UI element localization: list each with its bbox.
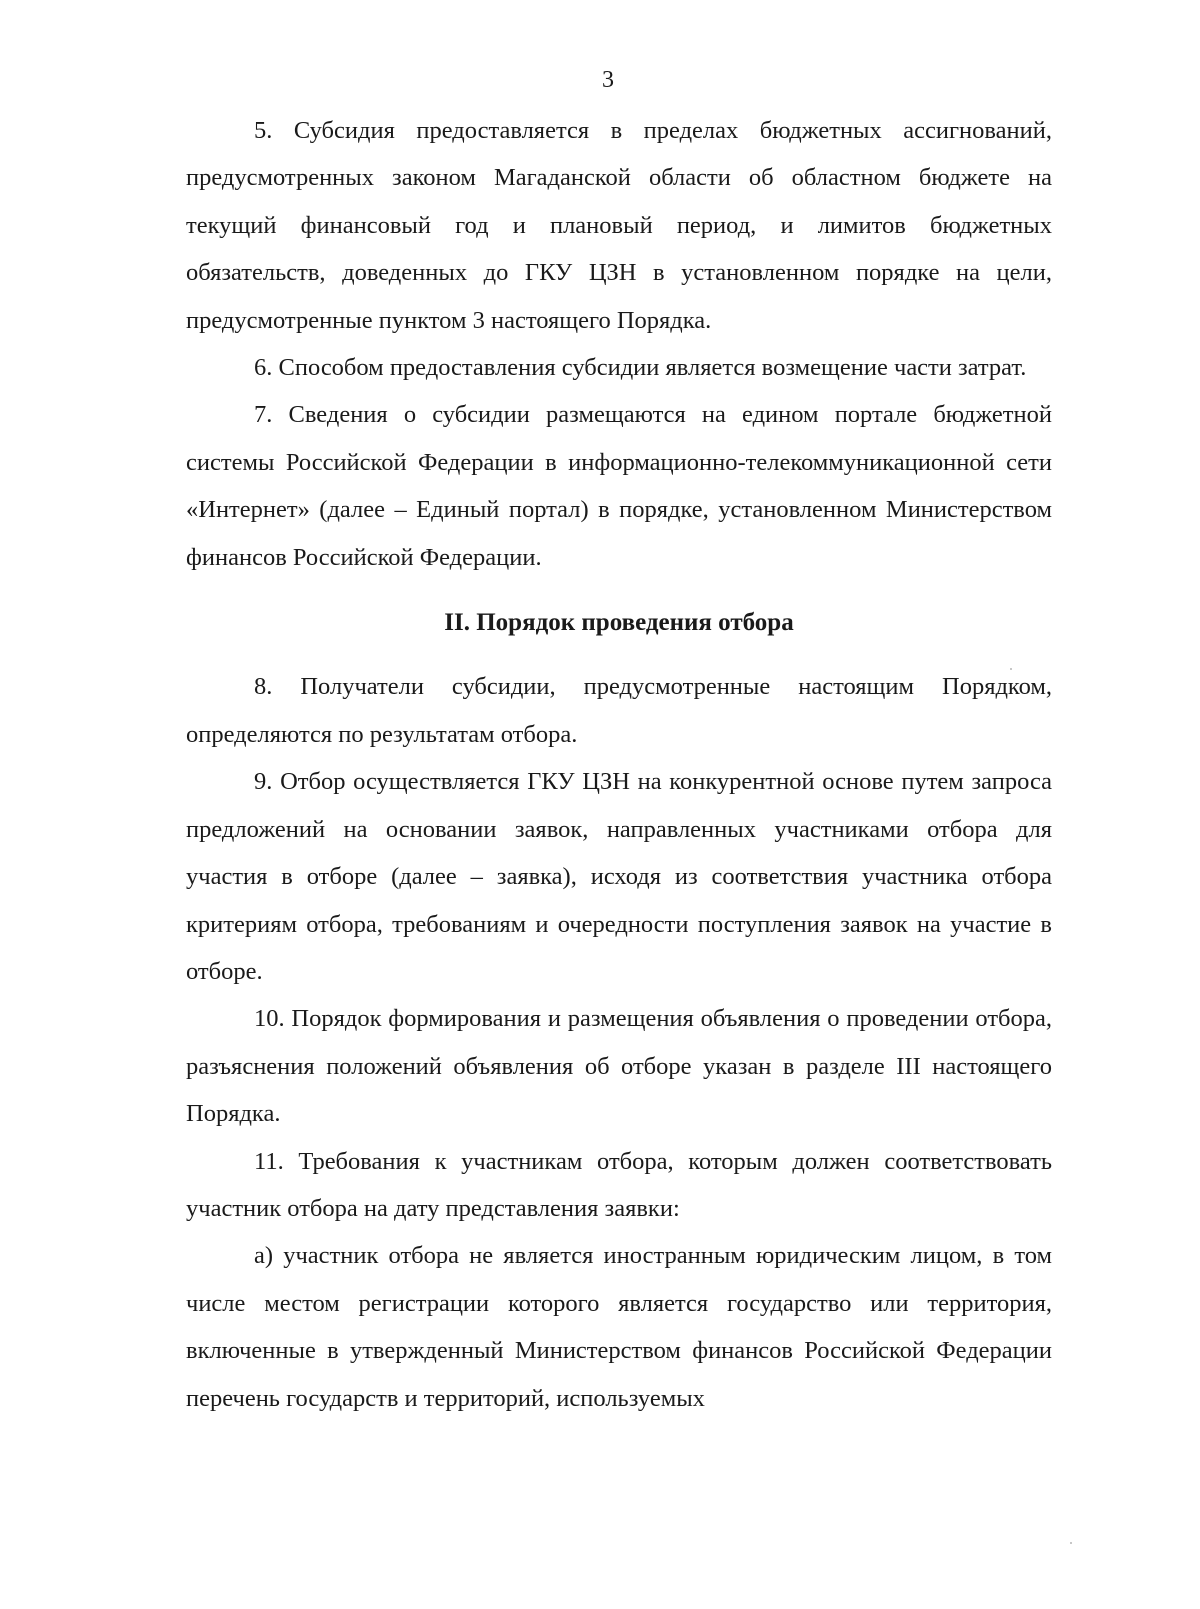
paragraph-11: 11. Требования к участникам отбора, которым должен соответствовать участник отбора на дату представления заявки:: [186, 1147, 1052, 1222]
document-body: [186, 107, 1052, 1422]
paragraph-7: 7. Сведения о субсидии размещаются на едином портале бюджетной системы Российской Федерации в информационно-телекоммуникационной сети «Интернет» (далее – Единый портал) в порядке, установленном Министерством финансов Российской Федерации.: [186, 401, 1052, 571]
paragraph-9: 9. Отбор осуществляется ГКУ ЦЗН на конкурентной основе путем запроса предложений на основании заявок, направленных участниками отбора для участия в отборе (далее – заявка), исходя из соответствия участника отбора критериям отбора, требованиям и очередности поступления заявок на участие в отборе.: [186, 768, 1052, 985]
paragraph-5: 5. Субсидия предоставляется в пределах бюджетных ассигнований, предусмотренных законом Магаданской области об областном бюджете на текущий финансовый год и плановый период, и лимитов бюджетных обязательств, доведенных до ГКУ ЦЗН в установленном порядке на цели, предусмотренные пунктом 3 настоящего Порядка.: [186, 117, 1052, 334]
paragraph-6: 6. Способом предоставления субсидии является возмещение части затрат.: [254, 354, 1027, 382]
section-heading: II. Порядок проведения отбора: [444, 609, 794, 637]
page-number: 3: [602, 67, 614, 93]
paragraph-8: 8. Получатели субсидии, предусмотренные настоящим Порядком, определяются по результатам отбора.: [186, 673, 1052, 748]
scan-speck: [1070, 1542, 1072, 1544]
scan-speck: [1010, 668, 1012, 670]
paragraph-10: 10. Порядок формирования и размещения объявления о проведении отбора, разъяснения положений объявления об отборе указан в разделе III настоящего Порядка.: [186, 1005, 1052, 1128]
paragraph-11a: а) участник отбора не является иностранным юридическим лицом, в том числе местом регистрации которого является государство или территория, включенные в утвержденный Министерством финансов Российской Федерации перечень государств и территорий, используемых: [186, 1242, 1052, 1412]
